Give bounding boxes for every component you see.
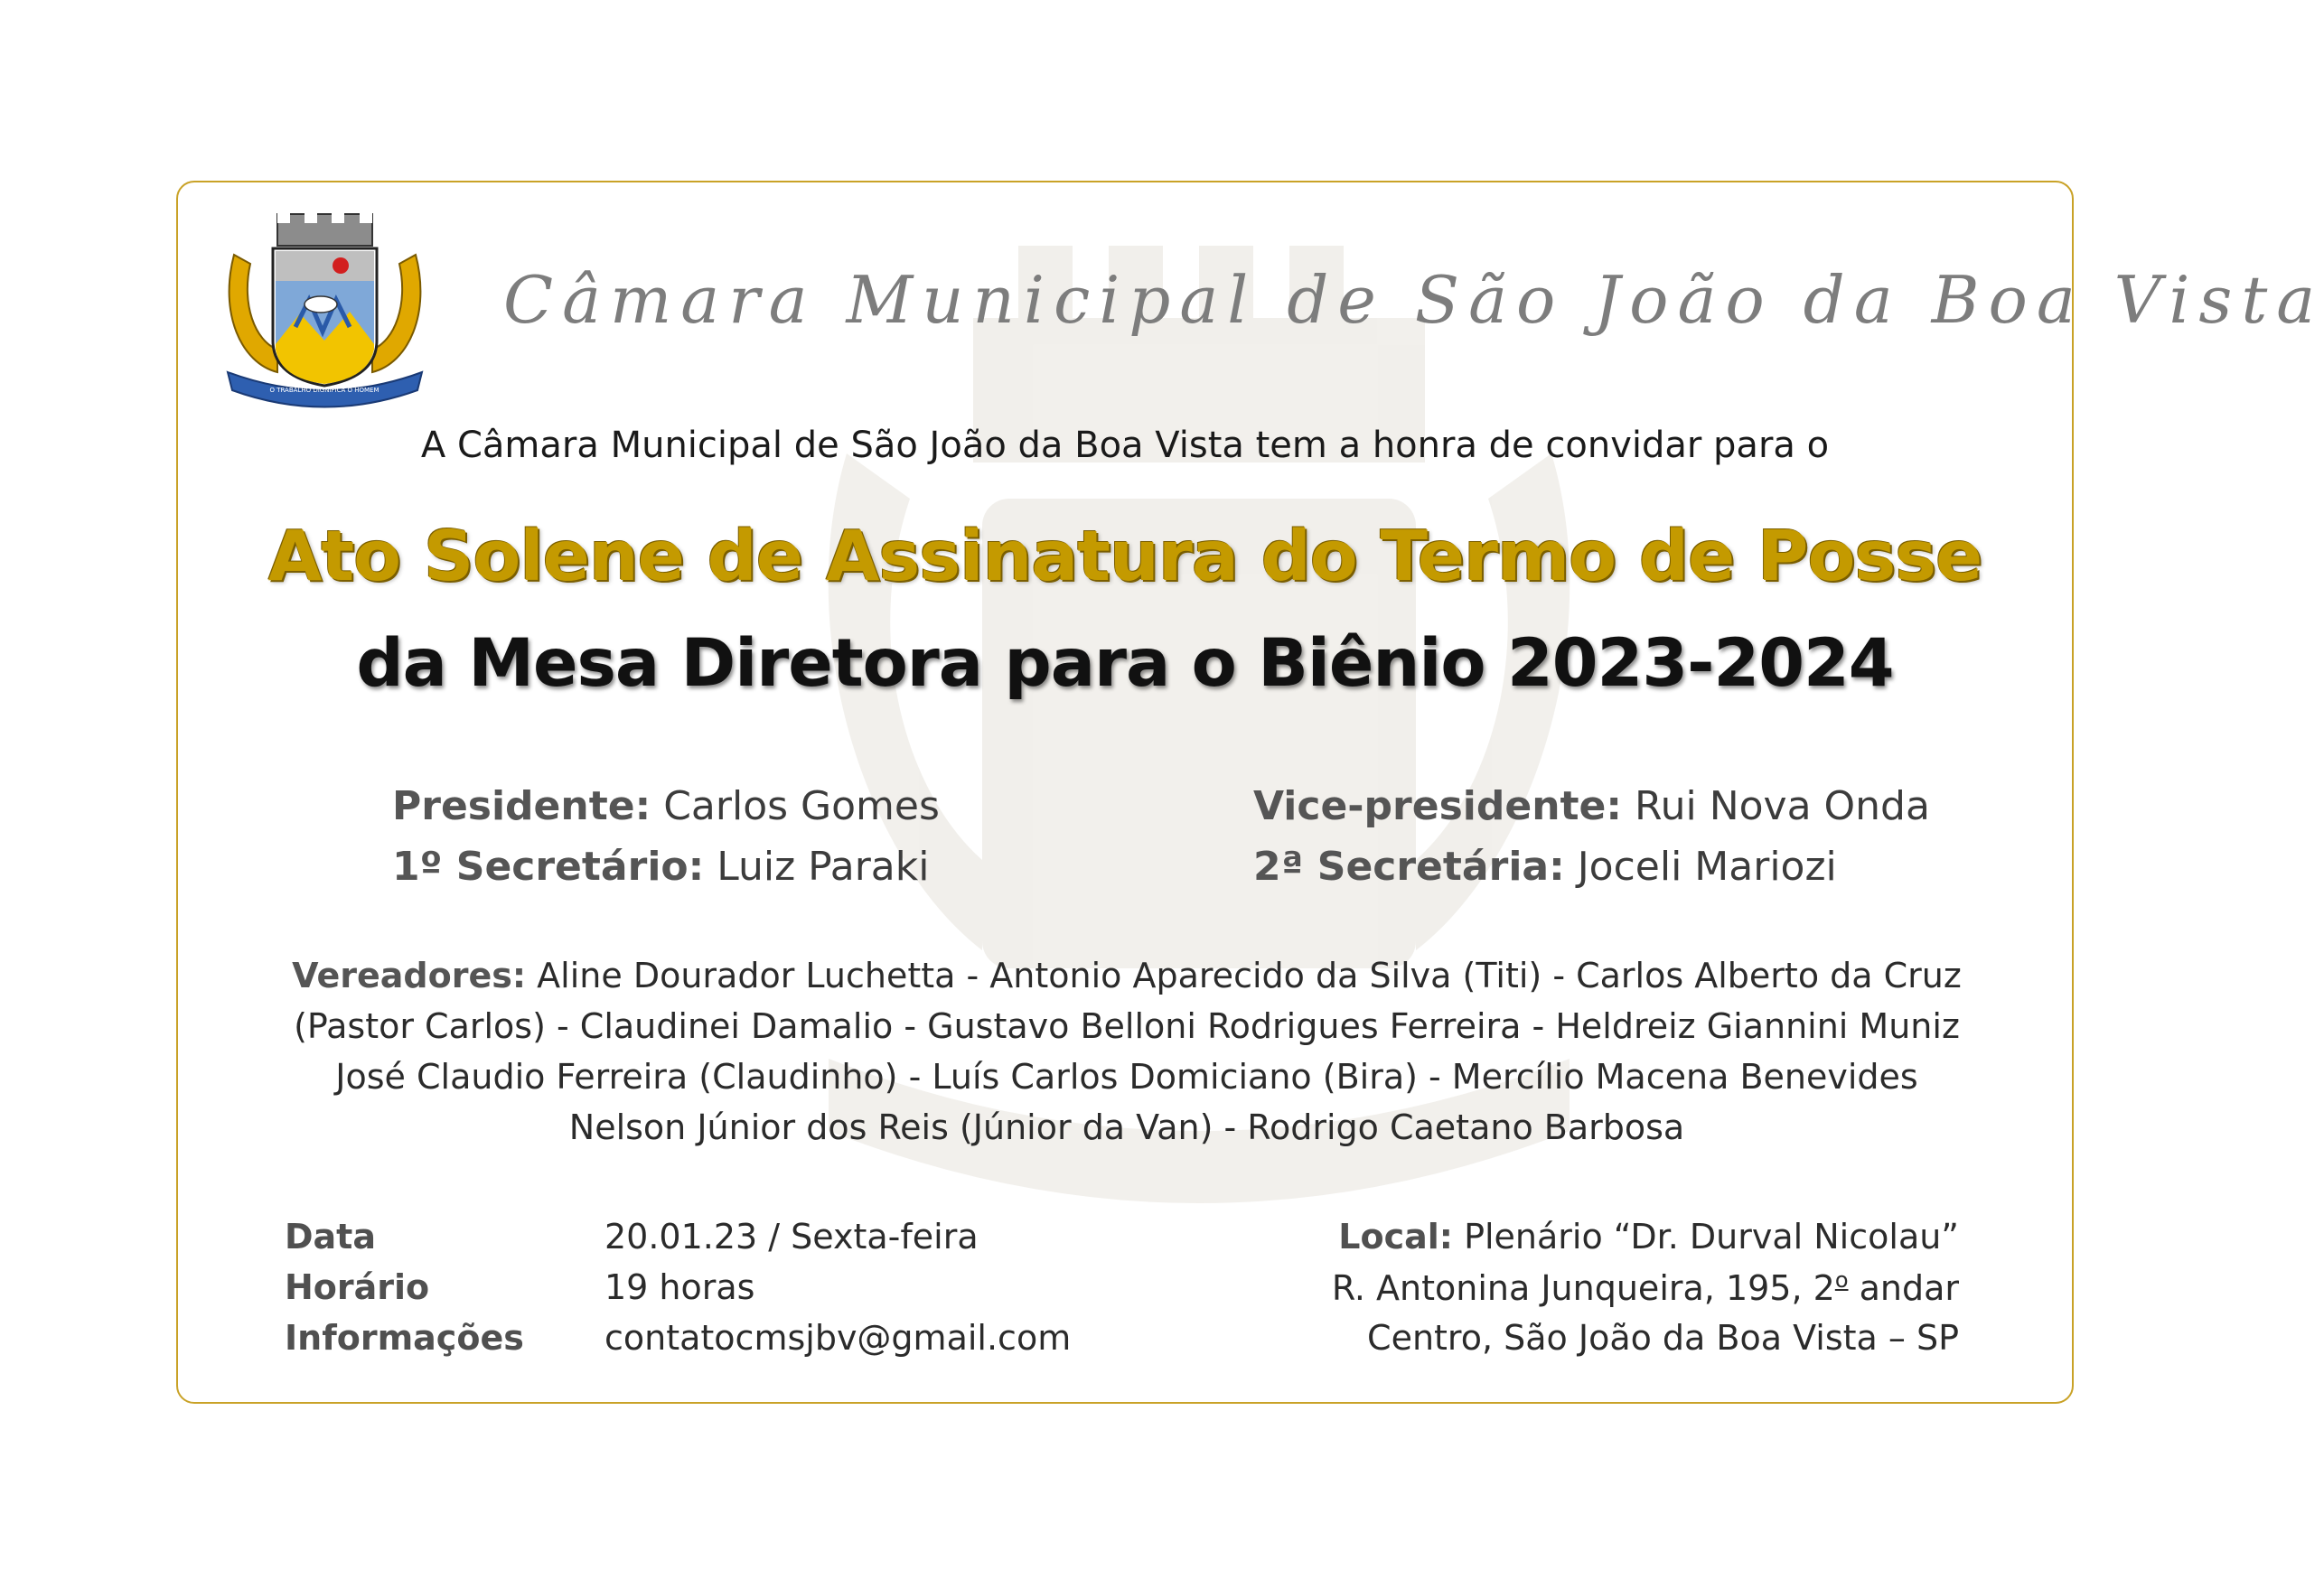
floor-ordinal: o	[1834, 1267, 1849, 1293]
president-name: Carlos Gomes	[663, 783, 940, 829]
location-address-line	[1332, 1267, 1959, 1308]
councilors-label: Vereadores:	[292, 956, 527, 995]
address-street: R. Antonina Junqueira, 195, 2	[1331, 1268, 1835, 1308]
location-venue-line	[1338, 1217, 1959, 1257]
councilors-line: Nelson Júnior dos Reis (Júnior da Van) - Rodrigo Caetano Barbosa	[568, 1107, 1685, 1147]
date-value: 20.01.23 / Sexta-feira	[604, 1217, 979, 1257]
contact-email[interactable]: contatocmsjbv@gmail.com	[604, 1318, 1072, 1358]
invitation-intro: A Câmara Municipal de São João da Boa Vista tem a honra de convidar para o	[420, 425, 1830, 466]
first-secretary-entry	[392, 844, 929, 890]
president-label: Presidente:	[392, 783, 651, 829]
president-entry	[392, 783, 940, 829]
location-label: Local:	[1338, 1217, 1453, 1257]
councilors-list	[277, 950, 1976, 1153]
first-secretary-label: 1º Secretário:	[392, 844, 705, 890]
event-title: Ato Solene de Assinatura do Termo de Posse	[267, 517, 1982, 597]
vice-president-entry	[1253, 783, 1930, 829]
location-city: Centro, São João da Boa Vista – SP	[1367, 1318, 1959, 1358]
second-secretary-name: Joceli Mariozi	[1577, 844, 1837, 890]
address-floor: andar	[1859, 1268, 1959, 1308]
first-secretary-name: Luiz Paraki	[717, 844, 930, 890]
vice-president-label: Vice-presidente:	[1253, 783, 1622, 829]
institution-name: Câmara Municipal de São João da Boa Vista	[503, 262, 2324, 338]
second-secretary-entry	[1253, 844, 1837, 890]
invitation-card	[176, 181, 2324, 1404]
location-venue: Plenário “Dr. Durval Nicolau”	[1464, 1217, 1959, 1257]
time-value: 19 horas	[604, 1267, 755, 1307]
vice-president-name: Rui Nova Onda	[1635, 783, 1930, 829]
councilors-line: José Claudio Ferreira (Claudinho) - Luís Carlos Domiciano (Bira) - Mercílio Macena Benevides	[335, 1057, 1918, 1097]
councilors-line: (Pastor Carlos) - Claudinei Damalio - Gustavo Belloni Rodrigues Ferreira - Heldreiz Giannini Muniz	[294, 1006, 1960, 1046]
info-label: Informações	[285, 1318, 524, 1358]
date-label: Data	[285, 1217, 376, 1257]
municipal-crest-icon	[223, 214, 426, 408]
svg-text:O TRABALHO DIGNIFICA O HOMEM: O TRABALHO DIGNIFICA O HOMEM	[269, 387, 380, 394]
second-secretary-label: 2ª Secretária:	[1253, 844, 1565, 890]
event-subtitle: da Mesa Diretora para o Biênio 2023-2024	[356, 625, 1894, 702]
councilors-line: Vereadores: Aline Dourador Luchetta - Antonio Aparecido da Silva (Titi) - Carlos Alberto da Cruz	[292, 956, 1962, 995]
time-label: Horário	[285, 1267, 430, 1307]
